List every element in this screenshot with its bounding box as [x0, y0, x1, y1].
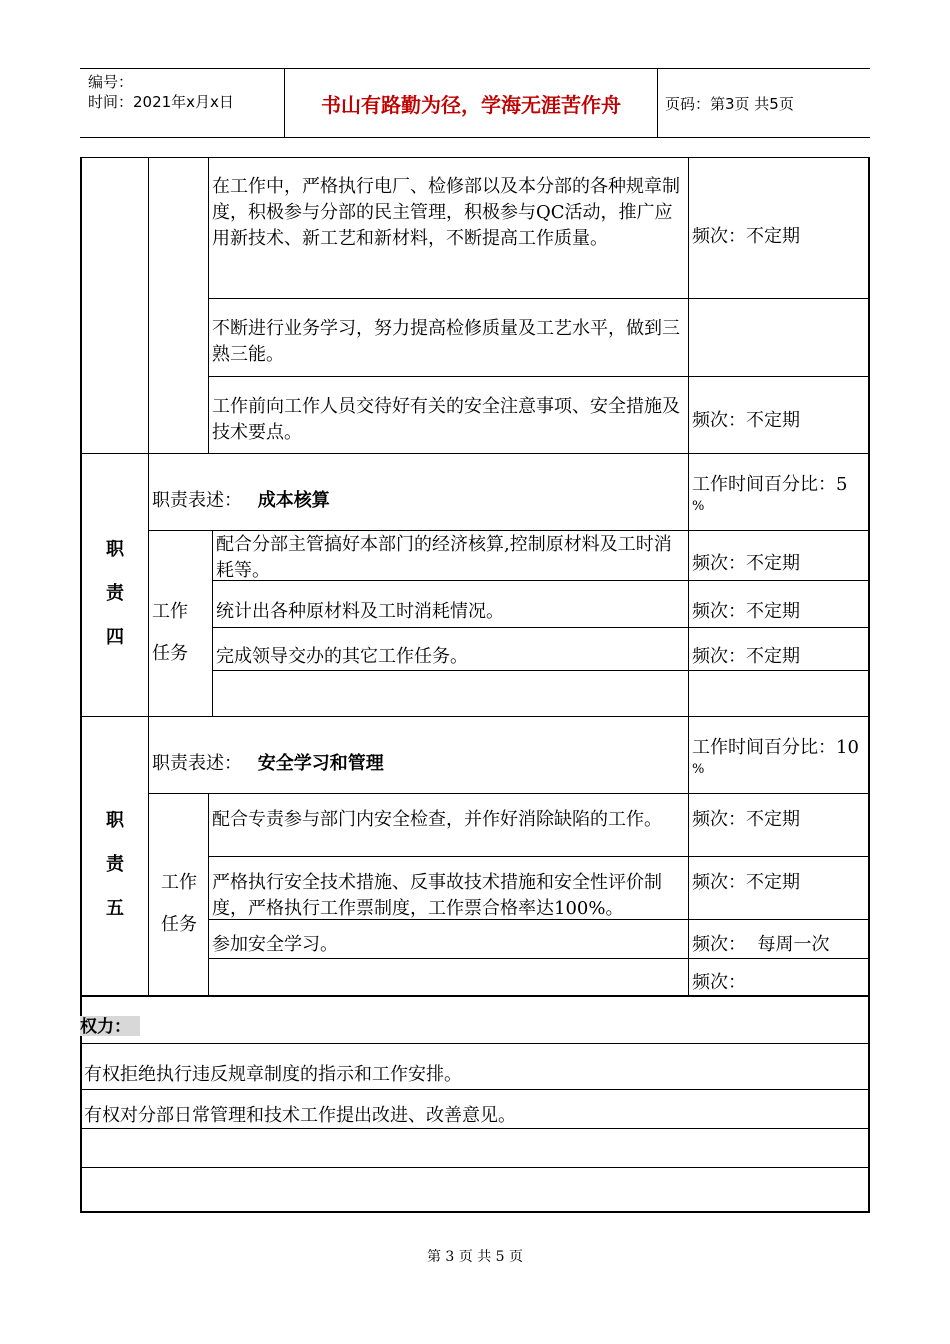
top-freq-1: 频次：不定期 [692, 226, 800, 247]
duty5-label: 职 责 五 [106, 810, 124, 919]
duty4-time-pct: 工作时间百分比：5 % [692, 474, 848, 514]
authority-item-1: 有权拒绝执行违反规章制度的指示和工作安排。 [84, 1064, 462, 1085]
duty5-desc-label: 职责表述： [152, 753, 242, 774]
duty5-time-pct: 工作时间百分比：10 % [692, 737, 859, 777]
header-page-label: 页码：第3页 共5页 [665, 94, 794, 113]
header-motto: 书山有路勤为径，学海无涯苦作舟 [285, 69, 658, 137]
duty4-task-1: 配合分部主管搞好本部门的经济核算,控制原材料及工时消耗等。 [216, 534, 672, 581]
duty5-task-3: 参加安全学习。 [212, 934, 338, 955]
duty4-desc-label: 职责表述： [152, 490, 242, 511]
number-label: 编号： [88, 73, 134, 91]
duty4-task-label: 工作 任务 [152, 601, 188, 664]
duty4-label: 职 责 四 [106, 539, 124, 648]
duty5-freq-1: 频次：不定期 [692, 809, 800, 830]
duty4-desc [152, 488, 330, 514]
top-task-1: 在工作中，严格执行电厂、检修部以及本分部的各种规章制度，积极参与分部的民主管理，积极参与QC活动，推广应用新技术、新工艺和新材料，不断提高工作质量。 [212, 176, 680, 249]
duty5-freq-4: 频次： [692, 972, 746, 993]
duty5-freq-2: 频次：不定期 [692, 872, 800, 893]
authority-title: 权力： [80, 1016, 140, 1036]
duty4-freq-3: 频次：不定期 [692, 646, 800, 667]
duty4-task-3: 完成领导交办的其它工作任务。 [216, 646, 468, 667]
duty5-task-label: 工作 任务 [161, 872, 197, 935]
page-footer: 第 3 页 共 5 页 [426, 1249, 524, 1265]
top-task-3: 工作前向工作人员交待好有关的安全注意事项、安全措施及技术要点。 [212, 396, 680, 443]
duty5-freq-3: 频次： 每周一次 [692, 934, 830, 955]
top-task-2: 不断进行业务学习，努力提高检修质量及工艺水平，做到三熟三能。 [212, 318, 680, 365]
header-meta [80, 69, 285, 137]
time-label: 时间：2021年x月x日 [88, 93, 234, 111]
duty4-task-2: 统计出各种原材料及工时消耗情况。 [216, 601, 504, 622]
duty5-desc-value: 安全学习和管理 [257, 753, 384, 774]
duty4-freq-2: 频次：不定期 [692, 601, 800, 622]
duty5-desc [152, 751, 384, 777]
document-header [80, 68, 870, 138]
authority-item-2: 有权对分部日常管理和技术工作提出改进、改善意见。 [84, 1105, 516, 1126]
duty5-task-1: 配合专责参与部门内安全检查，并作好消除缺陷的工作。 [212, 809, 662, 830]
duty5-task-2: 严格执行安全技术措施、反事故技术措施和安全性评价制度，严格执行工作票制度，工作票合格率达100%。 [212, 872, 662, 919]
top-freq-3: 频次：不定期 [692, 410, 800, 431]
duty4-desc-value: 成本核算 [257, 490, 330, 511]
duty4-freq-1: 频次：不定期 [692, 553, 800, 574]
